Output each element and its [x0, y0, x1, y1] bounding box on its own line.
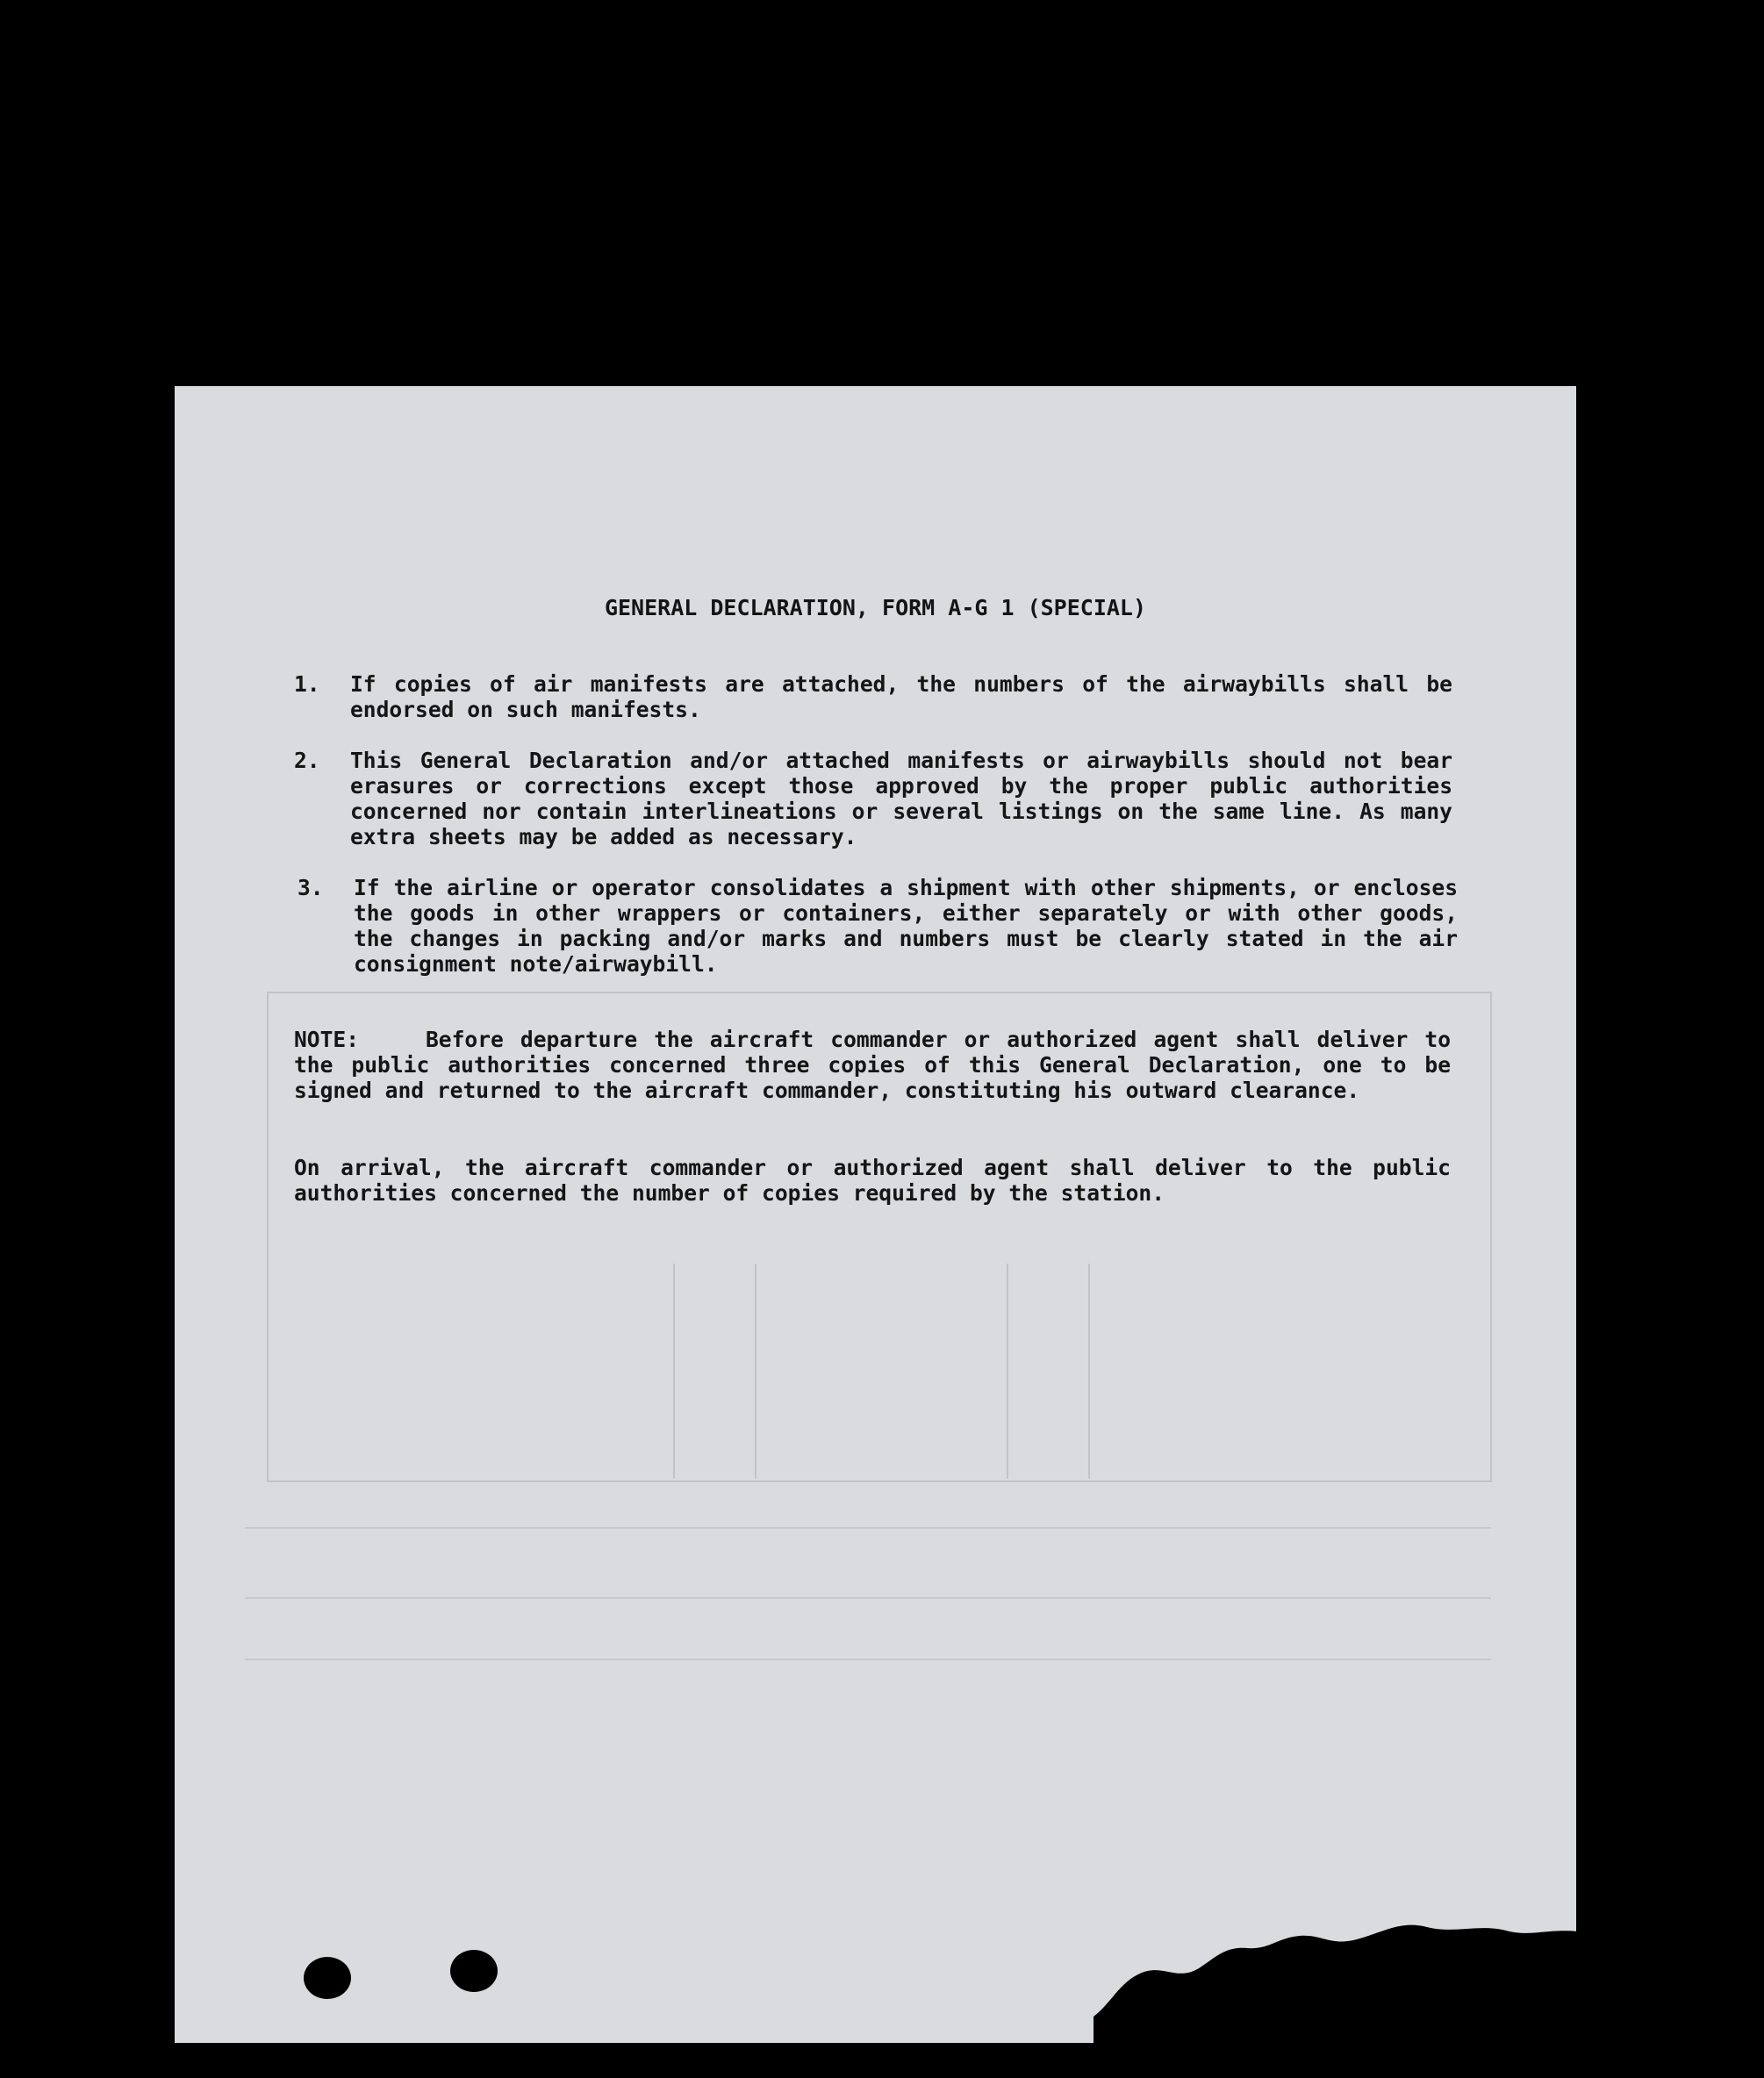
arrival-text: On arrival, the aircraft commander or authorized agent shall deliver to the public authorities concerned the number of copies required by the station.: [294, 1155, 1451, 1206]
instruction-item-1: [294, 671, 1452, 722]
item-number: 1.: [294, 671, 320, 697]
document-page: [175, 386, 1576, 2043]
item-number: 2.: [294, 748, 320, 773]
punch-hole: [304, 1957, 351, 1999]
show-through-line: [1088, 1264, 1090, 1479]
instruction-item-2: [294, 748, 1452, 849]
show-through-line: [673, 1264, 675, 1479]
document-title: GENERAL DECLARATION, FORM A-G 1 (SPECIAL): [604, 595, 1147, 620]
item-number: 3.: [298, 875, 324, 900]
show-through-line: [1007, 1264, 1008, 1479]
show-through-line: [245, 1659, 1491, 1660]
item-text: This General Declaration and/or attached manifests or airwaybills should not bear erasures or corrections except those approved by the proper public authorities concerned nor contain interlineations or several listings on the same line. As many extra sheets may be added as necessary.: [350, 748, 1452, 849]
torn-corner: [1094, 1920, 1576, 2043]
note-paragraph: [294, 1027, 1451, 1103]
show-through-line: [245, 1597, 1491, 1599]
instruction-item-3: [298, 875, 1458, 977]
item-text: If copies of air manifests are attached, the numbers of the airwaybills shall be endorsed on such manifests.: [350, 671, 1452, 722]
show-through-line: [755, 1264, 757, 1479]
arrival-paragraph: [294, 1155, 1451, 1206]
note-text: Before departure the aircraft commander or authorized agent shall deliver to the public authorities concerned three copies of this General Declaration, one to be signed and returned to the aircraft commander, constituting his outward clearance.: [294, 1027, 1451, 1103]
item-text: If the airline or operator consolidates a shipment with other shipments, or encloses the goods in other wrappers or containers, either separately or with other goods, the changes in packing and/or marks and numbers must be clearly stated in the air consignment note/airwaybill.: [354, 875, 1458, 977]
note-label: NOTE:: [294, 1027, 360, 1052]
show-through-line: [245, 1527, 1491, 1529]
punch-hole: [450, 1950, 498, 1992]
